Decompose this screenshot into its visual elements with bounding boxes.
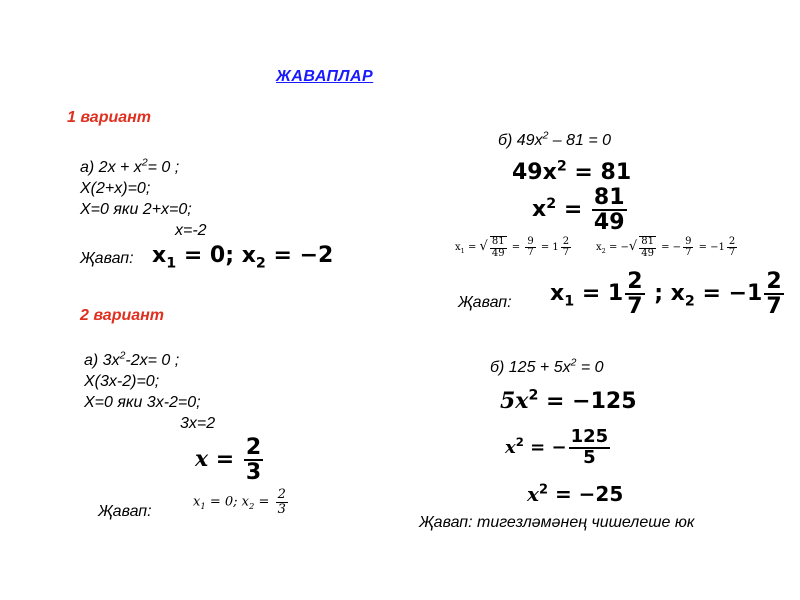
variant-1-answer-label: Җавап: [80,250,134,267]
equation-line: а) $2х + х^2= 0$ ; [80,157,180,176]
variant-1b-answer-label: Җавап: [458,294,512,311]
factor-line: Х(2+х)=0; [80,180,151,197]
page-title: ЖАВАПЛАР [276,68,374,85]
equation-line: а) $3х^2-2х= 0$ ; [84,350,180,369]
variant-1-solution [80,157,207,241]
cases-line: Х=0 яки 2+х=0; [80,201,192,218]
factor-line: Х(3х-2)=0; [84,373,160,390]
variant-1-heading: 1 вариант [67,109,152,126]
variant-1b-step-2: $x^2$ = $\frac{81}{49}$ [532,185,625,236]
variant-2b-answer: Җавап: тигезләмәнең чишелеше юк [419,514,695,531]
root-line: х=-2 [175,222,207,239]
variant-2-step: x = $\frac{2}{3}$ [195,436,265,484]
variant-1b-answer: $x_1 = 1$ $\frac{2}{7}$ ; $x_2 = -1$ $\frac{2}{7}$ [550,269,782,320]
root-line: 3х=2 [180,415,216,432]
variant-1b-step-1: $49x^2 = 81$ [512,158,632,185]
variant-2-answer: $x_1 = 0$; $x_2$ = $\frac{2}{3}$ [193,487,286,517]
cases-line: Х=0 яки 3х-2=0; [84,394,201,411]
variant-1b-root-1: $x_1$ = √ $\frac{81}{49}$ = $\frac{9}{7}$ = 1 $\frac{2}{7}$ [455,235,570,259]
variant-1b-root-2: $x_2$ = −√ $\frac{81}{49}$ = − $\frac{9}{7}$ = −1 $\frac{2}{7}$ [596,235,736,259]
variant-2-heading: 2 вариант [80,307,165,324]
variant-1b-equation: б) $49х^2 - 81 = 0$ [498,130,612,149]
variant-2b-equation: б) $125 + 5х^2 = 0$ [490,357,604,376]
variant-2b-step-1: $5x^2 = -125$ [500,387,637,414]
variant-2-solution [84,350,215,434]
variant-2b-step-3: $x^2 = -25$ [527,482,624,506]
variant-1-answer: $x_1 = 0$; $x_2 = -2$ [152,243,334,272]
variant-2b-step-2: $x^2$ = − $\frac{125}{5}$ [505,426,609,468]
variant-2-answer-label: Җавап: [98,503,152,520]
